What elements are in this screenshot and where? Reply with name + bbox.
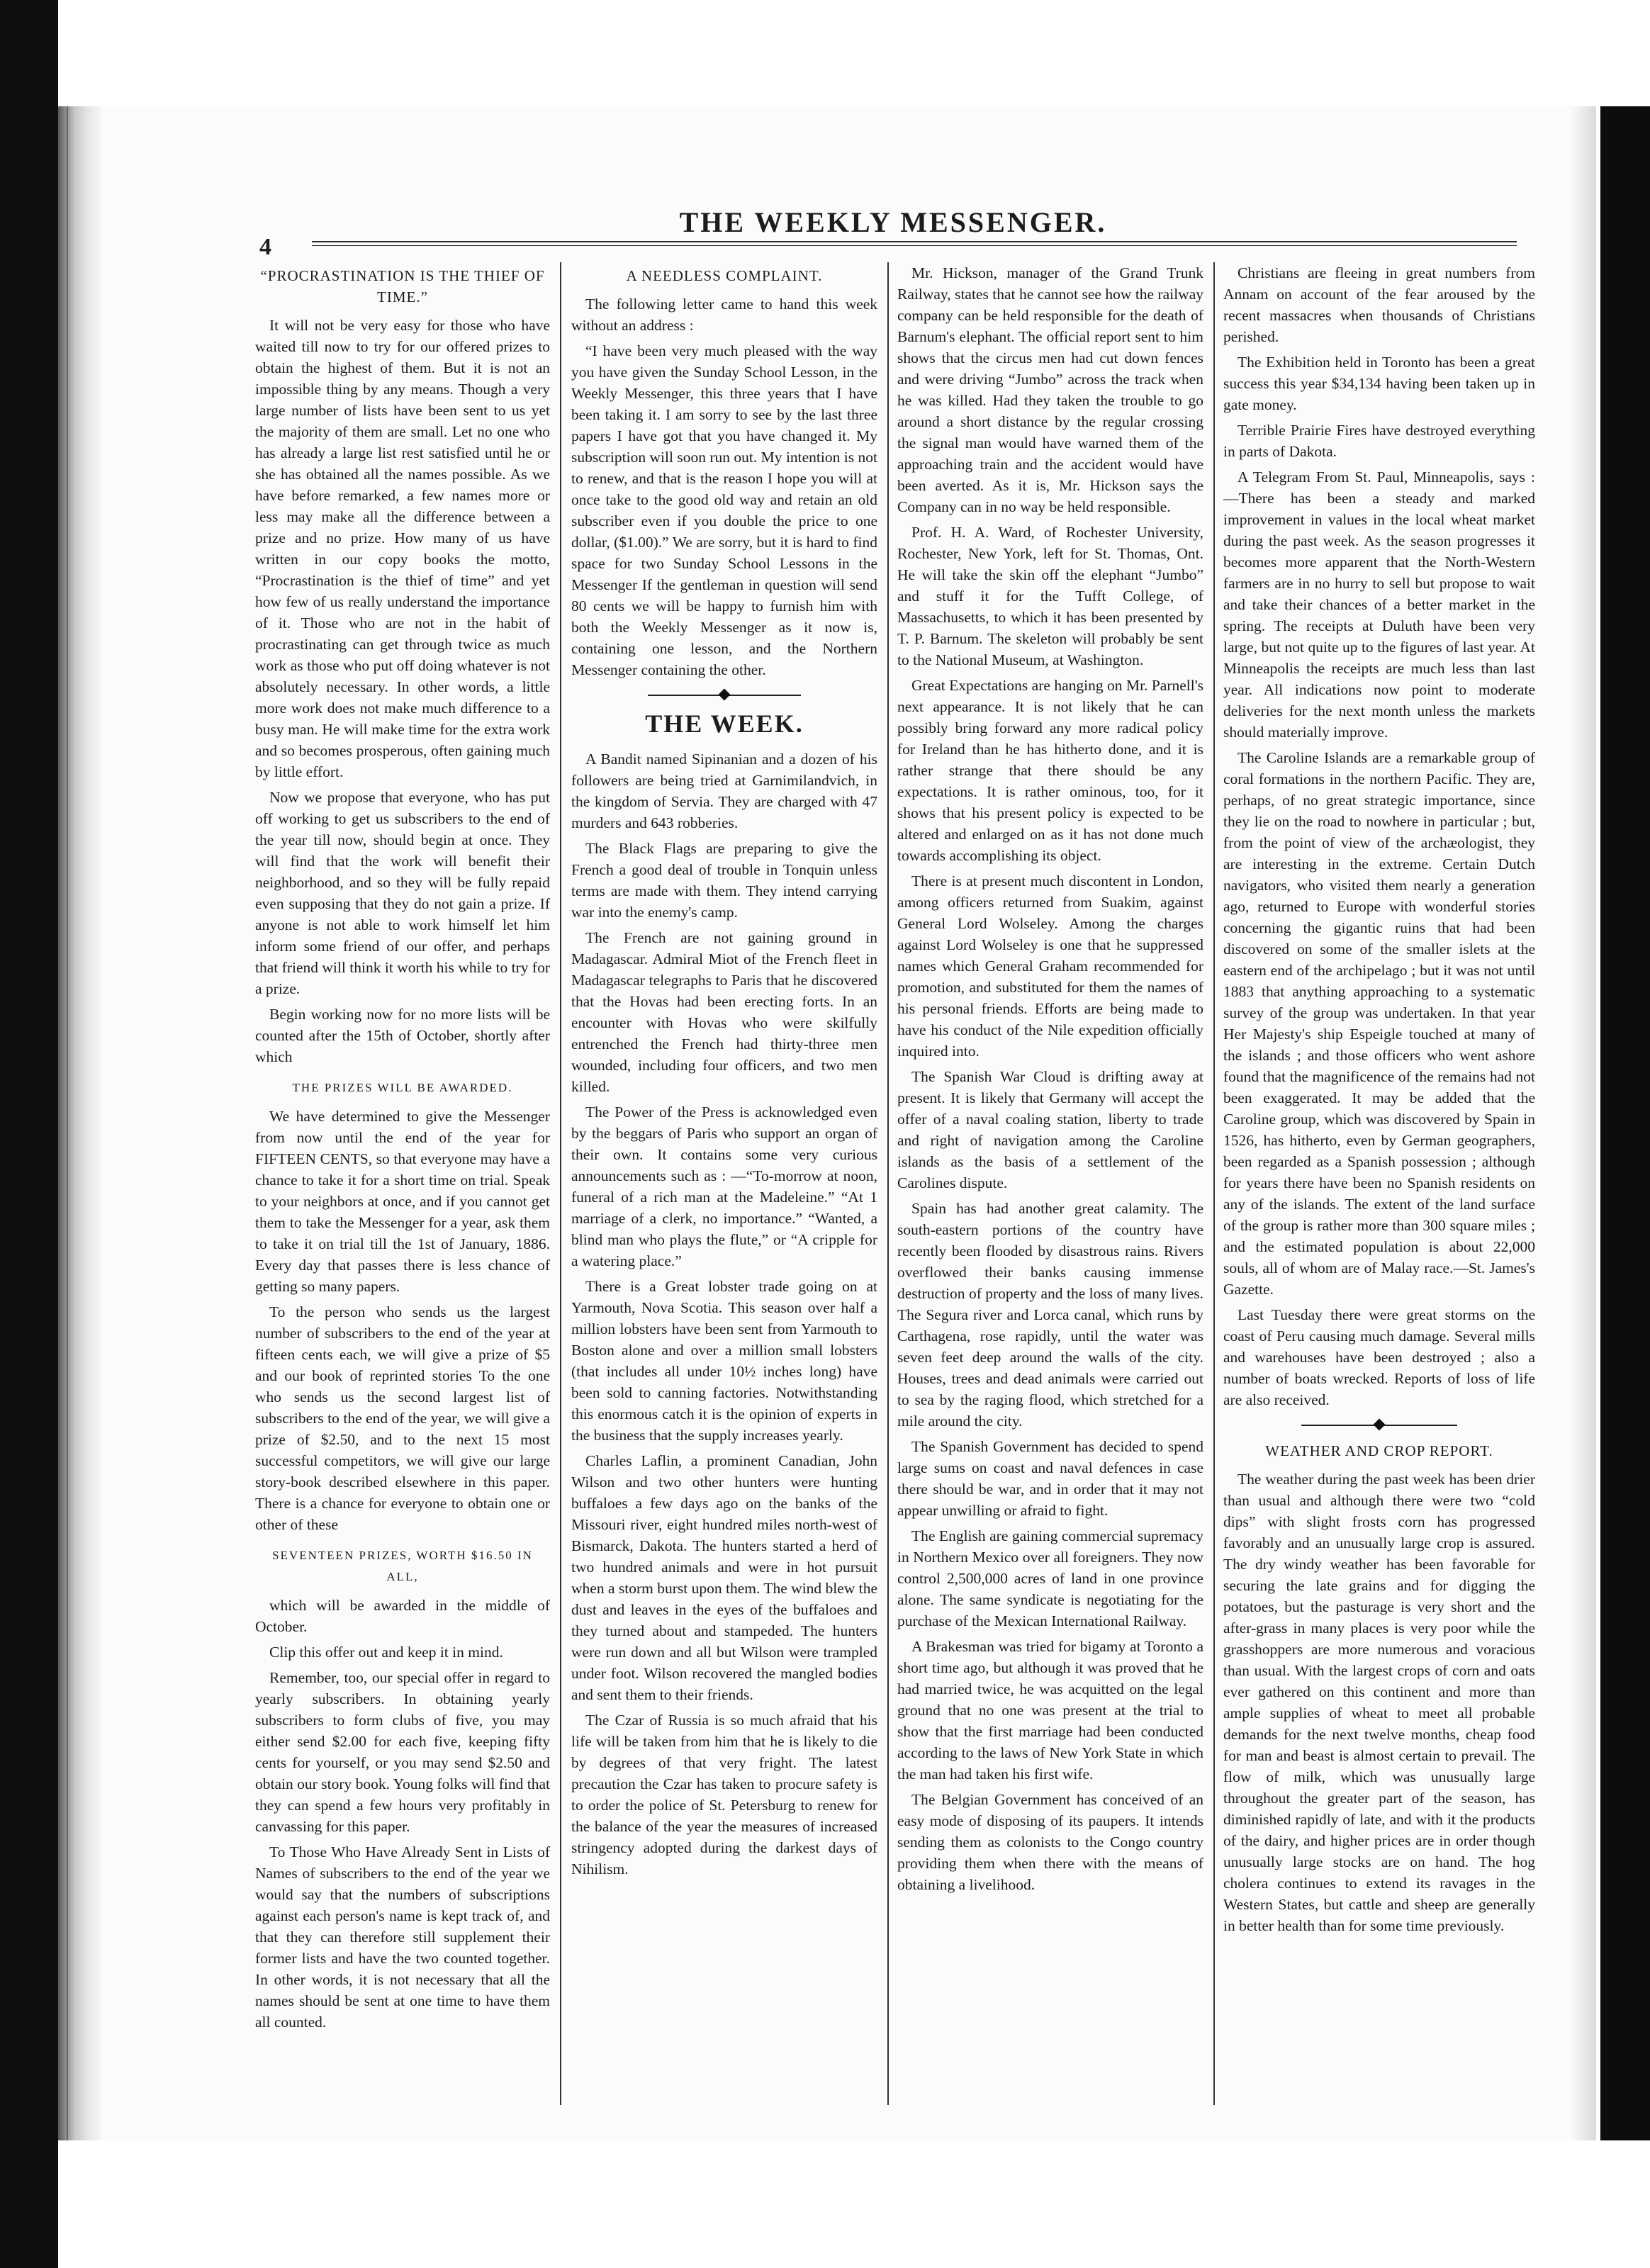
article-heading-procrastination: “PROCRASTINATION IS THE THIEF OF TIME.” [260,267,545,305]
column-3 [897,262,1203,1899]
article-paragraph: To the person who sends us the largest number of subscribers to the end of the year at fifteen cents each, we will give a prize of $5 and our book of reprinted stories To the one who sends us the second largest list of subscribers to the end of the year, we will give a prize of $2.50, and to the next 15 most successful competitors, we will give our large story-book described elsewhere in this paper. There is a chance for everyone to obtain one or other of these [255,1303,550,1533]
masthead-rule-top [312,241,1517,242]
article-paragraph: Remember, too, our special offer in regard to yearly subscribers. In obtaining yearly subscribers to form clubs of five, you may either send $2.00 for each five, keeping fifty cents for yourself, or you may send $2.50 and obtain our story book. Young folks will find that they can spend a few hours very profitably in canvassing for this paper. [255,1669,550,1835]
news-item: The Belgian Government has conceived of an easy mode of disposing of its paupers. It intends sending them as colonists to the Congo country providing them when there with the means of obtaining a livelihood. [897,1791,1203,1893]
news-item: A Telegram From St. Paul, Minneapolis, says :—There has been a steady and marked improvement in values in the local wheat market during the past week. As the season progresses it becomes more apparent that the North-Western farmers are in no hurry to sell but propose to wait and take their chances of a better market in the spring. The receipts at Duluth have been very large, but not quite up to the figures of last year. At Minneapolis the receipts are much less than last year. All indications now point to moderate deliveries for the next month unless the markets should materially improve. [1223,468,1535,741]
article-paragraph: Now we propose that everyone, who has put off working to get us subscribers to the end of the year till now, should begin at once. They will find that the work will benefit their neighborhood, and so they will be fully repaid even supposing that they do not gain a prize. If anyone is not able to work himself let him inform some friend of our offer, and perhaps that friend will think it worth his while to try for a prize. [255,789,550,997]
column-rule-3 [1213,262,1215,2105]
news-item: Charles Laflin, a prominent Canadian, John Wilson and two other hunters were hunting buffaloes a few days ago on the banks of the Missouri river, eight hundred miles north-west of Bismarck, Dakota. The hunters started a herd of two hundred animals and were in hot pursuit when a storm burst upon them. The wind blew the dust and leaves in the eyes of the buffaloes and they turned about and stampeded. The hunters were run down and all but Wilson were trampled under foot. Wilson recovered the mangled bodies and sent them to their friends. [571,1452,877,1703]
article-paragraph: “I have been very much pleased with the way you have given the Sunday School Lesson, in the Weekly Messenger, this three years that I have been taking it. I am sorry to see by the last three papers I have got that you have changed it. My subscription will soon run out. My intention is not to renew, and that is the reason I hope you will at once take to the good old way and retain an old subscriber even if you double the price to one dollar, ($1.00).” We are sorry, but it is hard to find space for two Sunday School Lessons in the Messenger If the gentleman in question will send 80 cents we will be happy to furnish him with both the Weekly Messenger as it now is, containing one lesson, and the Northern Messenger containing the other. [571,342,877,678]
news-item: The Exhibition held in Toronto has been a great success this year $34,134 having been taken up in gate money. [1223,354,1535,413]
book-binding [58,106,101,2140]
news-item: The English are gaining commercial supremacy in Northern Mexico over all foreigners. They now control 2,500,000 acres of land in one province alone. The same syndicate is negotiating for the purchase of the Mexican International Railway. [897,1527,1203,1629]
news-item: The Caroline Islands are a remarkable group of coral formations in the northern Pacific. They are, perhaps, of no great strategic importance, since they lie on the road to nowhere in particular ; but, from the point of view of the archæologist, they are interesting in the extreme. Certain Dutch navigators, who visited them nearly a generation ago, returned to Europe with wonderful stories concerning the gigantic ruins that had been discovered on some of the smaller islets at the eastern end of the archipelago ; but it was not until 1883 that anything approaching to a systematic survey of the group was undertaken. In that year Her Majesty's ship Espeigle touched at many of the islands ; and those officers who went ashore found that the magnificence of the remains had not been exaggerated. It may be added that the Caroline group, which was discovered by Spain in 1526, has hitherto, even by German geographers, been regarded as a Spanish possession ; although for years there have been no Spanish residents on any of the islands. The extent of the land surface of the group is rather more than 300 square miles ; and the estimated population is about 22,000 souls, all of whom are of Malay race.—St. James's Gazette. [1223,749,1535,1298]
article-paragraph: Begin working now for no more lists will be counted after the 15th of October, shortly after which [255,1006,550,1065]
right-dark-edge [1600,106,1650,2140]
news-item: The Power of the Press is acknowledged even by the beggars of Paris who support an organ of their own. It contains some very curious announcements such as : —“To-morrow at noon, funeral of a rich man at the Madeleine.” “At 1 marriage of a clerk, no importance.” “Wanted, a blind man who plays the flute,” or “A cripple for a watering place.” [571,1104,877,1269]
masthead-title: THE WEEKLY MESSENGER. [679,206,1107,238]
news-item: Spain has had another great calamity. The south-eastern portions of the country have recently been flooded by disastrous rains. Rivers overflowed their banks causing immense destruction of property and the loss of many lives. The Segura river and Lorca canal, which runs by Carthagena, rose rapidly, until the water was seven feet deep around the walls of the city. Houses, trees and dead animals were carried out to sea by the raging flood, which stretched for a mile around the city. [897,1200,1203,1430]
news-item: There is a Great lobster trade going on at Yarmouth, Nova Scotia. This season over half a million lobsters have been sent from Yarmouth to Boston alone and over a million small lobsters (that includes all under 10½ inches long) have been sold to canning factories. Notwithstanding this enormous catch it is the opinion of experts in the business that the supply increases yearly. [571,1278,877,1444]
news-item: Great Expectations are hanging on Mr. Parnell's next appearance. It is not likely that he can possibly bring forward any more radical policy for Ireland than he has hitherto done, and it is rather strange that there should be any expectations. It is rather ominous, too, for it shows that his present policy is expected to be altered and enlarged on as it has not done much towards accomplishing its object. [897,677,1203,864]
masthead-rule-bottom [312,245,1517,246]
column-1 [255,262,550,2037]
news-item: Terrible Prairie Fires have destroyed everything in parts of Dakota. [1223,422,1535,460]
column-2 [571,262,877,1884]
page-number: 4 [259,234,271,260]
weather-report: The weather during the past week has been drier than usual and although there were two “cold dips” with slight frosts corn has progressed favorably and an unusually large crop is assured. The dry windy weather has been favorable for securing the late grains and for digging the potatoes, but the pasturage is very short and the after-grass in many places is very poor while the grasshoppers are more numerous and voracious than usual. With the largest crops of corn and oats ever gathered on this continent and more than ample supplies of wheat to meet all probable demands for the next twelve months, cheap food for man and beast is almost certain to prevail. The flow of milk, which was unusually large throughout the greater part of the season, has diminished rapidly of late, and with it the products of the dairy, and higher prices are in order though unusually large stocks are on hand. The hog cholera continues to extend its ravages in the Western States, but cattle and sheep are generally in better health than for some time previously. [1223,1471,1535,1934]
news-item: Last Tuesday there were great storms on the coast of Peru causing much damage. Several mills and warehouses have been destroyed ; also a number of boats wrecked. Reports of loss of life are also received. [1223,1306,1535,1408]
weather-heading: WEATHER AND CROP REPORT. [1265,1442,1493,1459]
prizes-subheading: THE PRIZES WILL BE AWARDED. [292,1081,513,1094]
article-paragraph: We have determined to give the Messenger from now until the end of the year for FIFTEEN CENTS, so that everyone may have a chance to take it for a short time on trial. Speak to your neighbors at once, and if you cannot get them to take the Messenger for a year, ask them to take it on trial till the 1st of January, 1886. Every day that passes there is less chance of getting so many papers. [255,1108,550,1295]
news-item: The Black Flags are preparing to give the French a good deal of trouble in Tonquin unless terms are made with them. They intend carrying war into the enemy's camp. [571,840,877,921]
column-rule-2 [887,262,889,2105]
news-item: A Brakesman was tried for bigamy at Toronto a short time ago, but although it was proved that he had married twice, he was acquitted on the legal ground that no one was present at the trial to show that the first marriage had been conducted according to the laws of New York State in which the man had taken his first wife. [897,1638,1203,1783]
left-dark-edge [0,0,58,2268]
news-item: The Czar of Russia is so much afraid that his life will be taken from him that he is likely to die by degrees of that very fright. The latest precaution the Czar has taken to procure safety is to order the police of St. Petersburg to renew for the balance of the year the measures of increased stringency adopted during the darkest days of Nihilism. [571,1712,877,1877]
column-4 [1223,262,1535,1941]
news-item: Mr. Hickson, manager of the Grand Trunk Railway, states that he cannot see how the railway company can be held responsible for the death of Barnum's elephant. The official report sent to him shows that the circus men had cut down fences and were driving “Jumbo” across the track when he was killed. Had they taken the trouble to go around a short distance by the regular crossing the signal man would have warned them of the approaching train and the accident would have been averted. As it is, Mr. Hickson says the Company can in no way be held responsible. [897,264,1203,515]
news-item: The French are not gaining ground in Madagascar. Admiral Miot of the French fleet in Madagascar telegraphs to Paris that he discovered that the Hovas had been erecting forts. In an encounter with Hovas who were skilfully entrenched the French had thirty-three men wounded, including four officers, and two men killed. [571,929,877,1095]
news-item: The Spanish Government has decided to spend large sums on coast and naval defences in case there should be war, and in order that it may not appear unwilling or afraid to fight. [897,1438,1203,1519]
article-paragraph: The following letter came to hand this week without an address : [571,296,877,334]
news-item: The Spanish War Cloud is drifting away at present. It is likely that Germany will accept the offer of a naval coaling station, liberty to trade and right of navigation among the Caroline islands as the basis of a settlement of the Carolines dispute. [897,1068,1203,1191]
article-paragraph: To Those Who Have Already Sent in Lists of Names of subscribers to the end of the year we would say that the numbers of subscriptions against each person's name is kept track of, and that they can therefore still supplement their former lists and have the two counted together. In other words, it is not necessary that all the names should be sent at one time to have them all counted. [255,1843,550,2031]
news-item: A Bandit named Sipinanian and a dozen of his followers are being tried at Garnimilandvich, in the kingdom of Servia. They are charged with 47 murders and 643 robberies. [571,751,877,831]
page-shadow [1571,106,1596,2140]
section-divider [1223,1418,1535,1433]
news-item: Prof. H. A. Ward, of Rochester University, Rochester, New York, left for St. Thomas, Ont. He will take the skin off the elephant “Jumbo” and stuff it for the Tufft College, of Massachusetts, to which it has been presented by T. P. Barnum. The skeleton will probably be sent to the National Museum, at Washington. [897,524,1203,668]
news-item: Christians are fleeing in great numbers from Annam on account of the fear aroused by the recent massacres when thousands of Christians perished. [1223,264,1535,345]
section-divider [571,687,877,703]
the-week-heading: THE WEEK. [645,709,804,738]
article-paragraph: which will be awarded in the middle of October. [255,1597,550,1635]
article-heading-complaint: A NEEDLESS COMPLAINT. [626,267,823,284]
news-item: There is at present much discontent in London, among officers returned from Suakim, against General Lord Wolseley. Among the charges against Lord Wolseley is one that he suppressed names which General Graham recommended for promotion, and substituted for them the names of his personal friends. Efforts are being made to have his conduct of the Nile expedition officially inquired into. [897,872,1203,1060]
article-paragraph: Clip this offer out and keep it in mind. [269,1644,503,1661]
column-rule-1 [560,262,561,2105]
article-paragraph: It will not be very easy for those who have waited till now to try for our offered prizes to obtain the highest of them. But it is not an impossible thing by any means. Though a very large number of lists have been sent to us yet the majority of them are small. Let no one who has already a large list rest satisfied until he or she has obtained all the names possible. As we have before remarked, a few names more or less may make all the difference between a prize and no prize. How many of us have written in our copy books the motto, “Procrastination is the thief of time” and yet how few of us really understand the importance of it. Those who are not in the habit of procrastinating can get through twice as much work as those who put off doing whatever is not absolutely necessary. In other words, a little more work does not make much difference to a busy man. He will make time for the extra work and so becomes prosperous, often gaining much by little effort. [255,317,550,780]
prize-total-line: SEVENTEEN PRIZES, WORTH $16.50 IN ALL, [272,1549,533,1583]
